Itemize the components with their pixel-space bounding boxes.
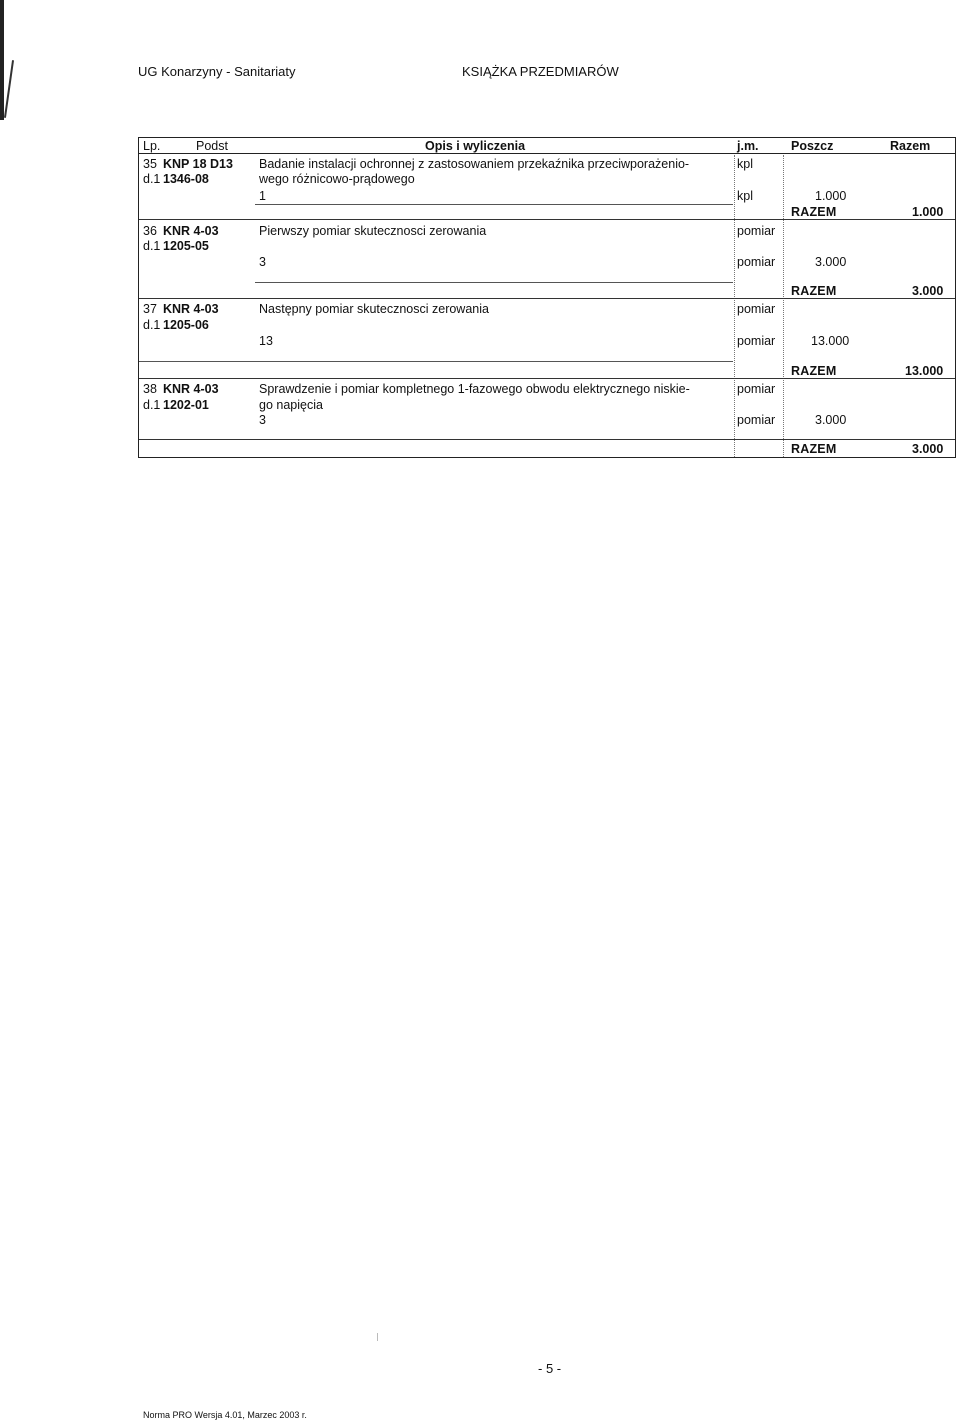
col-header-poszcz: Poszcz	[791, 139, 834, 153]
row-description-cont: wego różnicowo-prądowego	[259, 172, 415, 186]
page-number: - 5 -	[538, 1361, 562, 1376]
row-poszcz: 13.000	[811, 334, 850, 348]
row-poszcz: 1.000	[815, 189, 847, 203]
col-header-razem: Razem	[890, 139, 931, 153]
row-calc-unit: pomiar	[737, 255, 776, 269]
row-lp: 35	[143, 157, 157, 171]
row-unit: pomiar	[737, 302, 776, 316]
scan-edge-mark	[0, 0, 4, 120]
row-calc: 13	[259, 334, 273, 348]
column-divider	[783, 155, 784, 457]
row-calc-unit: pomiar	[737, 413, 776, 427]
row-podst-code: 1205-05	[163, 239, 209, 253]
row-description: Następny pomiar skutecznosci zerowania	[259, 302, 489, 316]
row-podst-code: 1202-01	[163, 398, 209, 412]
page-mark	[377, 1333, 378, 1341]
row-lp: 36	[143, 224, 157, 238]
row-separator	[139, 298, 955, 299]
row-lp: 37	[143, 302, 157, 316]
row-description: Badanie instalacji ochronnej z zastosowaniem przekaźnika przeciwporażenio-	[259, 157, 690, 171]
col-header-podst: Podst	[196, 139, 228, 153]
document-title: KSIĄŻKA PRZEDMIARÓW	[462, 64, 619, 79]
calc-underline	[255, 282, 733, 283]
row-podst-prefix: d.1	[143, 318, 161, 332]
row-calc: 3	[259, 413, 266, 427]
row-podst-code: 1346-08	[163, 172, 209, 186]
row-poszcz: 3.000	[815, 255, 847, 269]
calc-underline	[139, 361, 733, 362]
row-calc-unit: pomiar	[737, 334, 776, 348]
calc-underline	[255, 204, 733, 205]
row-unit: pomiar	[737, 224, 776, 238]
quantity-table	[138, 137, 956, 458]
row-podst-prefix: d.1	[143, 398, 161, 412]
row-description-cont: go napięcia	[259, 398, 323, 412]
table-header-row	[139, 138, 955, 154]
row-podst-code: 1205-06	[163, 318, 209, 332]
row-separator	[139, 439, 955, 440]
row-description: Pierwszy pomiar skutecznosci zerowania	[259, 224, 487, 238]
column-divider	[734, 155, 735, 457]
row-calc: 1	[259, 189, 266, 203]
software-version-note: Norma PRO Wersja 4.01, Marzec 2003 r.	[143, 1410, 307, 1420]
row-razem: 13.000	[905, 364, 944, 378]
row-podst-prefix: d.1	[143, 172, 161, 186]
row-razem-label: RAZEM	[791, 284, 837, 298]
row-razem: 3.000	[912, 442, 944, 456]
row-podst: KNP 18 D13	[163, 157, 233, 171]
row-unit: kpl	[737, 157, 753, 171]
row-podst: KNR 4-03	[163, 302, 219, 316]
row-calc: 3	[259, 255, 266, 269]
col-header-jm: j.m.	[737, 139, 759, 153]
row-separator	[139, 219, 955, 220]
row-poszcz: 3.000	[815, 413, 847, 427]
row-podst: KNR 4-03	[163, 224, 219, 238]
row-calc-unit: kpl	[737, 189, 753, 203]
row-lp: 38	[143, 382, 157, 396]
row-description: Sprawdzenie i pomiar kompletnego 1-fazowego obwodu elektrycznego niskie-	[259, 382, 690, 396]
row-razem: 3.000	[912, 284, 944, 298]
row-podst-prefix: d.1	[143, 239, 161, 253]
row-razem-label: RAZEM	[791, 442, 837, 456]
row-razem-label: RAZEM	[791, 364, 837, 378]
row-podst: KNR 4-03	[163, 382, 219, 396]
scan-edge-mark	[4, 60, 14, 118]
col-header-opis: Opis i wyliczenia	[425, 139, 526, 153]
row-separator	[139, 378, 955, 379]
row-razem-label: RAZEM	[791, 205, 837, 219]
col-header-lp: Lp.	[143, 139, 161, 153]
row-unit: pomiar	[737, 382, 776, 396]
document-owner: UG Konarzyny - Sanitariaty	[138, 64, 296, 79]
row-razem: 1.000	[912, 205, 944, 219]
